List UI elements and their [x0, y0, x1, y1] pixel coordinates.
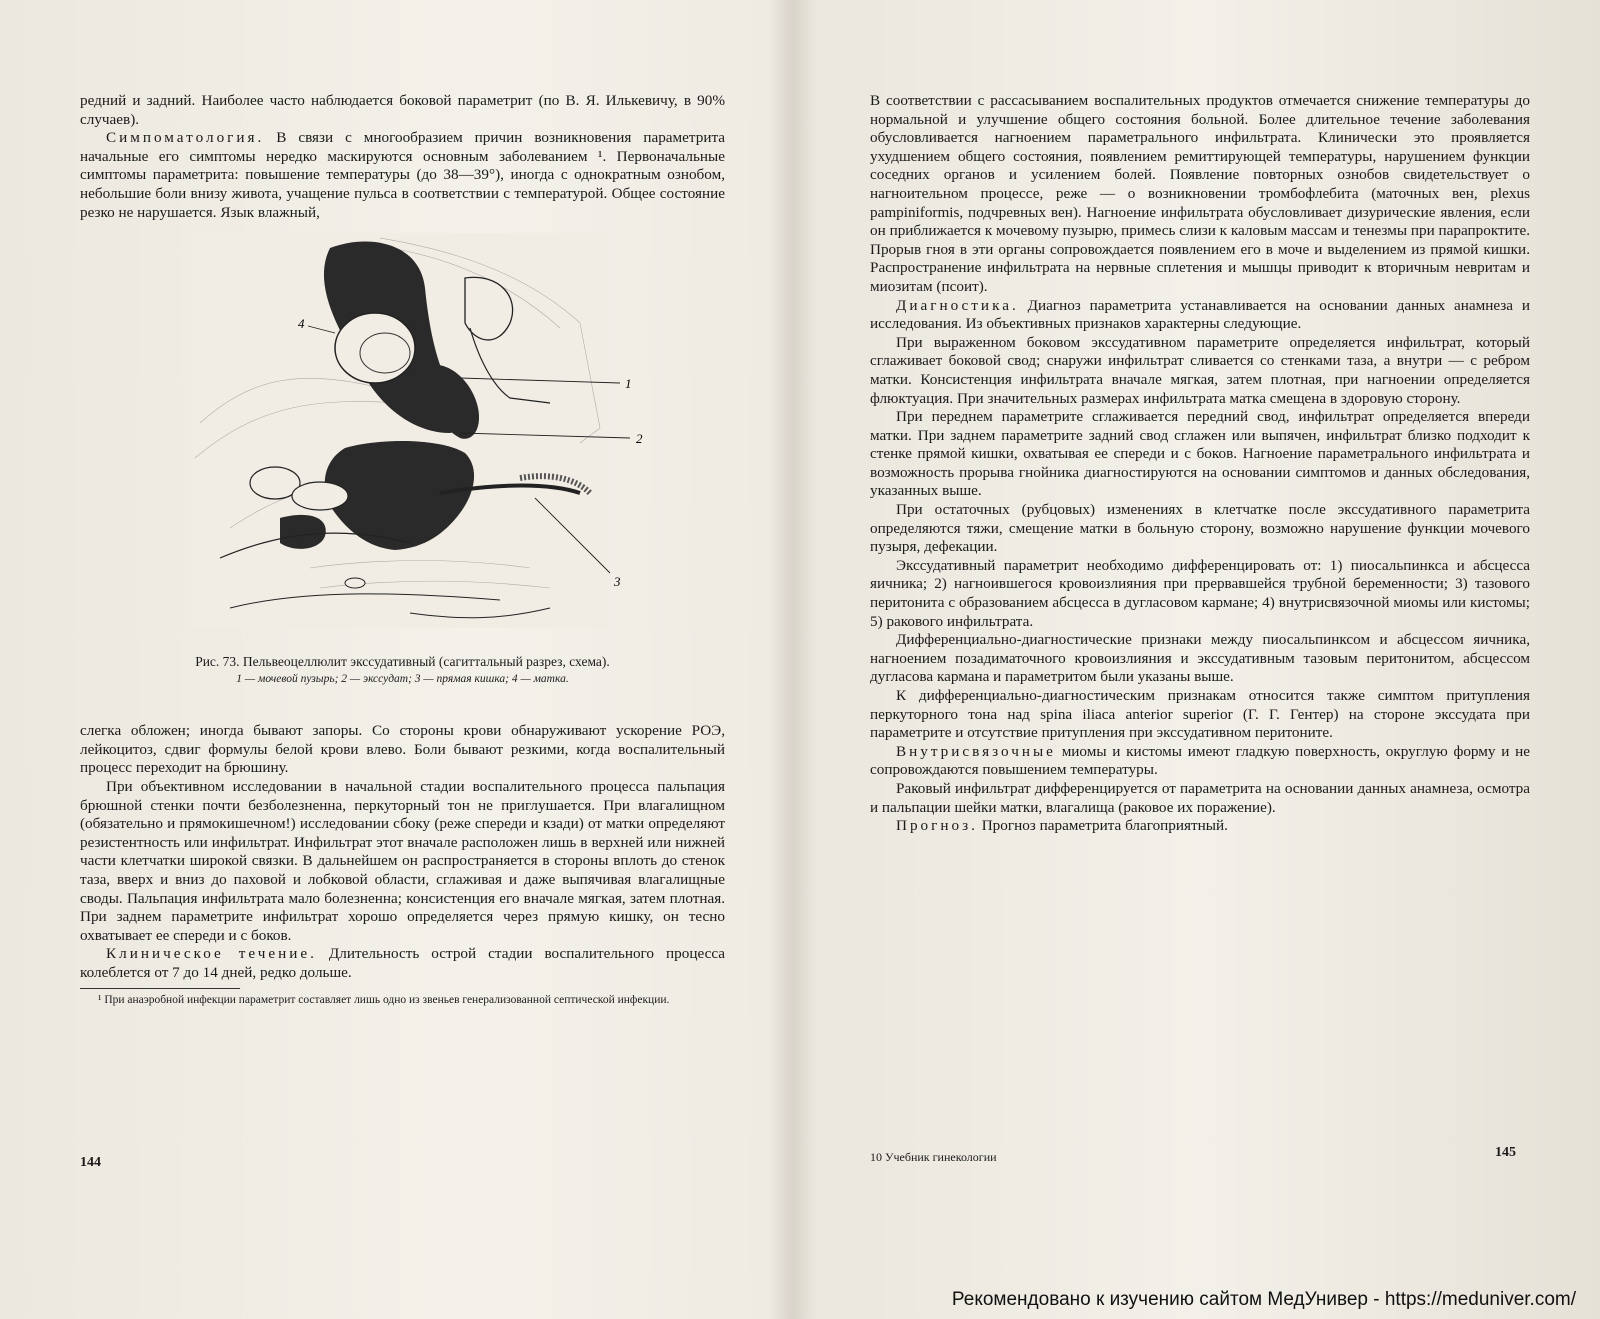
right-paragraph-1: В соответствии с рассасыванием воспалительных продуктов отмечается снижение температуры до нормальной и улучшение общего состояния больной. Более длительное течение заболевания обусловливается нагноением параметрального инфильтрата. Клинически это проявляется ухудшением общего состояния, появлением ремиттирующей температуры, нарушением функции соседних органов и усилением болей. Появление повторных ознобов свидетельствует о нагноительном процессе, реже — о возникновении тромбофлебита (маточных вен, plexus pampiniformis, подчревных вен). Нагноение инфильтрата обусловливает дизурические явления, если он приближается к мочевому пузырю, примесь слизи к каловым массам и тенезмы при парапроктите. Прорыв гноя в эти органы сопровождается появлением его в моче и выделением из прямой кишки. Распространение инфильтрата на нервные сплетения и мышцы приводит к вторичным невритам и миозитам (псоит). — [870, 92, 1530, 295]
myoma-text: миомы и кистомы имеют гладкую поверхность, округлую форму и не сопровождаются повышением температуры. — [870, 742, 1531, 779]
right-paragraph-differential: Экссудативный параметрит необходимо дифференцировать от: 1) пиосальпинкса и абсцесса яичника; 2) нагноившегося кровоизлияния при прервавшейся трубной беременности; 3) тазового перитонита с образованием абсцесса в дугласовом кармане; 4) внутрисвязочной миомы или кистомы; 5) ракового инфильтрата. — [870, 556, 1530, 630]
prognosis-heading: Прогноз. — [896, 817, 978, 835]
right-paragraph-spina: К дифференциально-диагностическим признакам относится также симптом притупления перкуторного тона над spina iliaca anterior superior (Г. Г. Гентер) на стороне экссудата при параметрите и отсутствие притупления при экссудативном перитоните. — [870, 687, 1530, 742]
left-paragraph-objective: При объективном исследовании в начальной стадии воспалительного процесса пальпация брюшной стенки почти безболезненна, перкуторный тон не приглушается. При влагалищном (обязательно и прямокишечном!) исследовании сбоку (реже спереди и кзади) от матки определяют резистентность или инфильтрат. Инфильтрат этот вначале расположен лишь в верхней или нижней части клетчатки широкой связки. В дальнейшем он распространяется в стороны вплоть до стенок таза, вверх и вниз до паховой и лобковой области, сглаживая и даже выпячивая влагалищные своды. Пальпация инфильтрата мало болезненна; консистенция его вначале мягкая, затем плотная. При заднем параметрите инфильтрат хорошо определяется через прямую кишку, он тесно охватывает ее спереди и с боков. — [80, 777, 725, 944]
figure-label-3: 3 — [614, 574, 621, 590]
right-column — [870, 92, 1530, 836]
diagnostics-paragraph — [870, 297, 1530, 334]
clinical-paragraph — [80, 945, 725, 982]
symptoms-heading: Симпоматология. — [106, 129, 265, 147]
sagittal-section-illustration — [80, 228, 725, 648]
figure-73 — [80, 228, 725, 718]
figure-label-4: 4 — [298, 316, 305, 332]
page-number-left: 144 — [80, 1155, 101, 1170]
figure-label-1: 1 — [625, 376, 632, 392]
left-column — [80, 92, 725, 1007]
right-page — [800, 0, 1600, 1319]
myoma-heading: Внутрисвязочные — [896, 742, 1056, 760]
figure-label-2: 2 — [636, 431, 643, 447]
figure-caption: Рис. 73. Пельвеоцеллюлит экссудативный (сагиттальный разрез, схема). — [195, 654, 610, 670]
clinical-text: Длительность острой стадии воспалительного процесса колеблется от 7 до 14 дней, редко дольше. — [80, 945, 725, 981]
site-recommendation-note: Рекомендовано к изучению сайтом МедУнивер - https://meduniver.com/ — [951, 1289, 1576, 1310]
right-paragraph-residual: При остаточных (рубцовых) изменениях в клетчатке после экссудативного параметрита определяются тяжи, смещение матки в больную сторону, возможно нарушение функции мочевого пузыря, дефекации. — [870, 501, 1530, 556]
figure-legend: 1 — мочевой пузырь; 2 — экссудат; 3 — прямая кишка; 4 — матка. — [236, 673, 569, 686]
footnote-rule — [80, 988, 240, 989]
myoma-paragraph — [870, 743, 1530, 780]
uterus-outline — [335, 313, 415, 383]
right-paragraph-anterior: При переднем параметрите сглаживается передний свод, инфильтрат определяется впереди матки. При заднем параметрите задний свод сглажен или выпячен, инфильтрат близко подходит к стенке прямой кишки, охватывая ее спереди и с боков. Нагноение параметрального инфильтрата и возможность прорыва гнойника диагностируются на основании симптомов и данных обследования, указанных выше. — [870, 408, 1530, 500]
right-paragraph-cancer: Раковый инфильтрат дифференцируется от параметрита на основании данных анамнеза, осмотра и пальпации шейки матки, влагалища (раковое их поражение). — [870, 779, 1530, 816]
right-paragraph-lateral: При выраженном боковом экссудативном параметрите определяется инфильтрат, который сглаживает боковой свод; снаружи инфильтрат сливается со стенками таза, а внутри — с ребром матки. Консистенция инфильтрата вначале мягкая, затем плотная, при нагноении определяется флюктуация. При значительных размерах инфильтрата матка смещена в здоровую сторону. — [870, 333, 1530, 407]
left-paragraph-after-figure: слегка обложен; иногда бывают запоры. Со стороны крови обнаруживают ускорение РОЭ, лейкоцитоз, сдвиг формулы белой крови влево. Боли бывают резкими, когда воспалительный процесс переходит на брюшину. — [80, 722, 725, 777]
footnote: ¹ При анаэробной инфекции параметрит составляет лишь одно из звеньев генерализованной септической инфекции. — [98, 994, 670, 1007]
symptoms-paragraph — [80, 129, 725, 222]
diagnostics-heading: Диагностика. — [896, 296, 1019, 314]
left-paragraph-intro: редний и задний. Наиболее часто наблюдается боковой параметрит (по В. Я. Илькевичу, в 90% случаев). — [80, 92, 725, 128]
diagnostics-text: Диагноз параметрита устанавливается на основании данных анамнеза и исследования. Из объективных признаков характерны следующие. — [870, 296, 1531, 333]
prognosis-text: Прогноз параметрита благоприятный. — [981, 817, 1228, 835]
running-footer: 10 Учебник гинекологии — [870, 1150, 997, 1164]
symptoms-text: В связи с многообразием причин возникновения параметрита начальные его симптомы нередко маскируются основным заболеванием ¹. Первоначальные симптомы параметрита: повышение температуры (до 38—39°), иногда с однократным ознобом, небольшие боли внизу живота, учащение пульса в соответствии с температурой. Общее состояние резко не нарушается. Язык влажный, — [80, 129, 726, 221]
clinical-heading: Клиническое течение. — [106, 945, 317, 963]
right-paragraph-diff-signs: Дифференциально-диагностические признаки между пиосальпинксом и абсцессом яичника, нагноением позадиматочного кровоизлияния и экссудативным тазовым перитонитом, абсцессом дугласова кармана и параметритом были указаны выше. — [870, 631, 1530, 686]
prognosis-paragraph — [870, 817, 1530, 836]
page-number-right: 145 — [1495, 1145, 1516, 1160]
